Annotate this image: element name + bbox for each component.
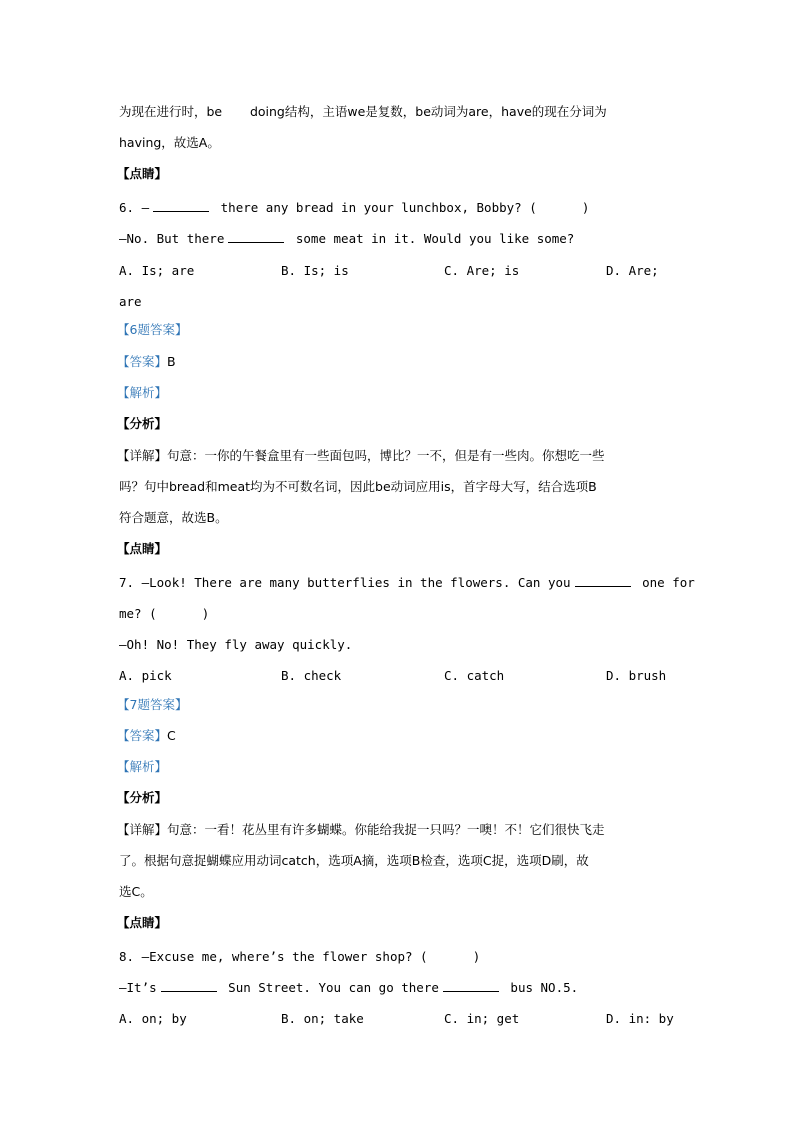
- q6-stem: 6. — there any bread in your lunchbox, Bobby? ( ): [119, 200, 590, 215]
- q7-jiexi-heading: 【解析】: [117, 759, 168, 774]
- q6-answer: 【答案】B: [117, 354, 176, 369]
- prev-explanation-line1: 为现在进行时，be doing结构，主语we是复数，be动词为are，have的现在分词为: [119, 104, 607, 119]
- q8-option-d: D. in: by: [606, 1011, 674, 1026]
- prev-explanation-line2: having，故选A。: [119, 135, 220, 150]
- q6-fenxi-heading: 【分析】: [117, 416, 168, 431]
- q7-fenxi-heading: 【分析】: [117, 790, 168, 805]
- q6-jiexi-heading: 【解析】: [117, 385, 168, 400]
- q6-reply: —No. But there some meat in it. Would you like some?: [119, 231, 575, 246]
- q6-blank-1: [153, 200, 209, 212]
- q6-number: 6.: [119, 200, 135, 215]
- q6-detail-line3: 符合题意，故选B。: [119, 510, 228, 525]
- q7-option-d: D. brush: [606, 668, 667, 683]
- q7-answer-header: 【7题答案】: [117, 697, 188, 712]
- q8-option-a: A. on; by: [119, 1011, 187, 1026]
- q7-answer-value: C: [167, 728, 176, 743]
- prev-dianjing-heading: 【点睛】: [117, 166, 168, 181]
- q8-option-b: B. on; take: [281, 1011, 364, 1026]
- q7-answer: 【答案】C: [117, 728, 176, 743]
- q6-option-d-wrap: are: [119, 294, 142, 309]
- q6-blank-2: [228, 231, 284, 243]
- q6-answer-header: 【6题答案】: [117, 322, 188, 337]
- q6-option-d: D. Are;: [606, 263, 659, 278]
- q6-option-a: A. Is; are: [119, 263, 195, 278]
- q7-option-a: A. pick: [119, 668, 172, 683]
- q6-option-c: C. Are; is: [444, 263, 520, 278]
- q7-reply: —Oh! No! They fly away quickly.: [119, 637, 353, 652]
- q6-option-b: B. Is; is: [281, 263, 349, 278]
- q7-detail-line1: 【详解】句意：一看！花丛里有许多蝴蝶。你能给我捉一只吗？一噢！不！它们很快飞走: [117, 822, 605, 837]
- q8-reply: —It’s Sun Street. You can go there bus NO.5.: [119, 980, 579, 995]
- q7-option-c: C. catch: [444, 668, 505, 683]
- q8-blank-2: [443, 980, 499, 992]
- q6-detail-line2: 吗？句中bread和meat均为不可数名词，因此be动词应用is，首字母大写，结合选项B: [119, 479, 597, 494]
- q7-dianjing-heading: 【点睛】: [117, 915, 168, 930]
- q8-blank-1: [161, 980, 217, 992]
- q7-detail-line3: 选C。: [119, 884, 153, 899]
- q6-answer-value: B: [167, 354, 176, 369]
- q7-blank: [575, 575, 631, 587]
- q7-detail-line2: 了。根据句意捉蝴蝶应用动词catch，选项A摘，选项B检查，选项C捉，选项D刷，故: [119, 853, 589, 868]
- q8-stem: 8. —Excuse me, where’s the flower shop? ( ): [119, 949, 481, 964]
- q7-stem: 7. —Look! There are many butterflies in the flowers. Can you one for: [119, 575, 695, 590]
- q8-number: 8.: [119, 949, 135, 964]
- q8-option-c: C. in; get: [444, 1011, 520, 1026]
- q7-number: 7.: [119, 575, 135, 590]
- q7-stem-line2: me? ( ): [119, 606, 210, 621]
- q6-detail-line1: 【详解】句意：一你的午餐盒里有一些面包吗，博比？一不，但是有一些肉。你想吃一些: [117, 448, 605, 463]
- q6-dianjing-heading: 【点睛】: [117, 541, 168, 556]
- q7-option-b: B. check: [281, 668, 342, 683]
